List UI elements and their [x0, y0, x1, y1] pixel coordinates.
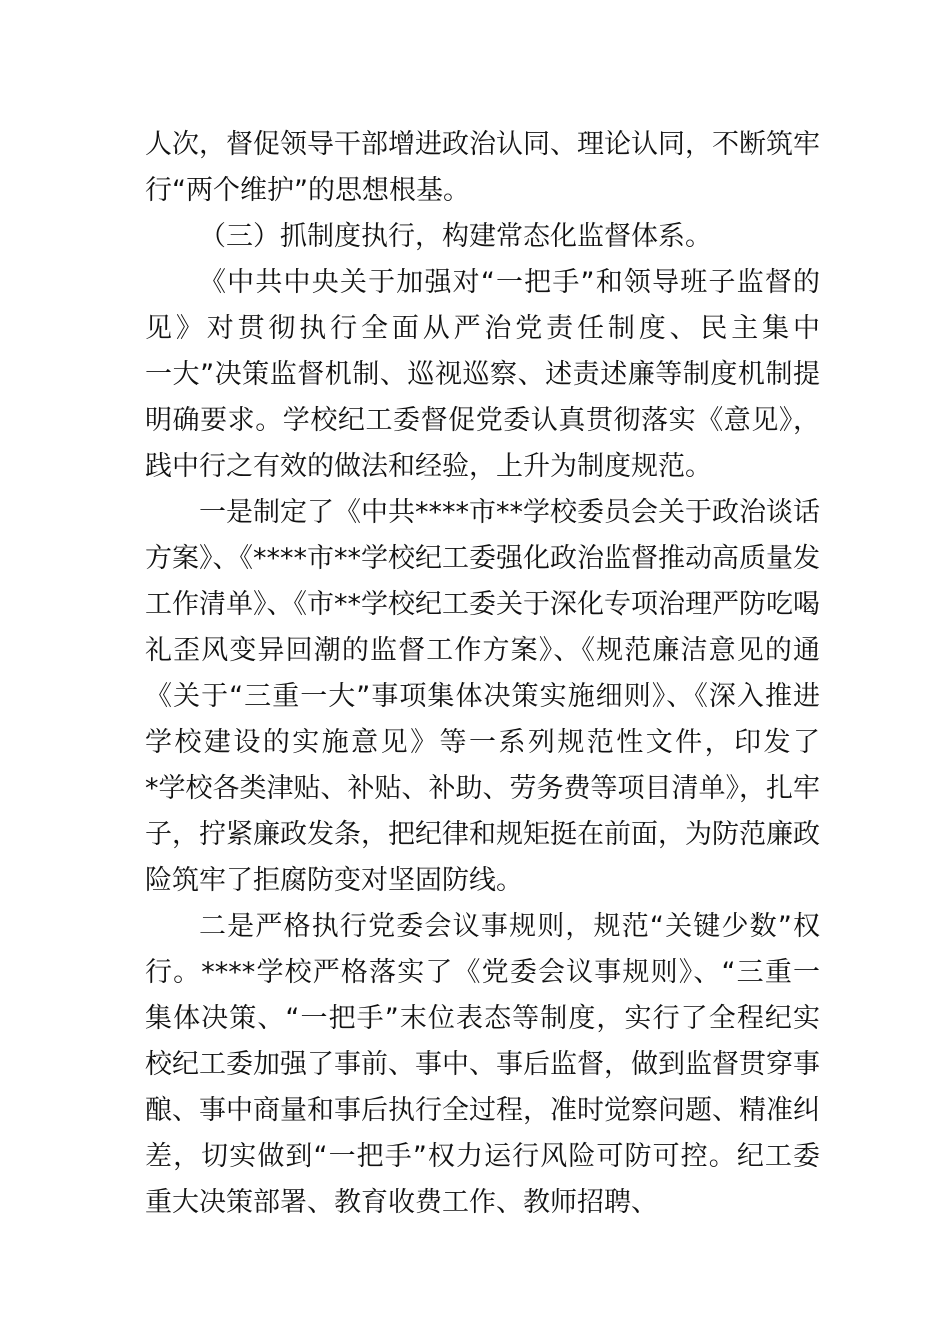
text-line: 践中行之有效的做法和经验，上升为制度规范。: [145, 451, 712, 482]
document-body: [145, 122, 820, 1226]
text-line: 校纪工委加强了事前、事中、事后监督，做到监督贯穿事: [145, 1049, 820, 1080]
text-line: （三）抓制度执行，构建常态化监督体系。: [199, 221, 712, 252]
text-line: 集体决策、“一把手”末位表态等制度，实行了全程纪实: [145, 1003, 820, 1034]
text-line: 明确要求。学校纪工委督促党委认真贯彻落实《意见》，: [145, 405, 820, 436]
text-line: 子，拧紧廉政发条，把纪律和规矩挺在前面，为防范廉政: [145, 819, 820, 850]
text-line: 学校建设的实施意见》等一系列规范性文件，印发了: [145, 727, 820, 758]
text-line: 重大决策部署、教育收费工作、教师招聘、: [145, 1187, 658, 1218]
text-line: 方案》、《****市**学校纪工委强化政治监督推动高质量发: [145, 543, 820, 574]
text-line: 见》对贯彻执行全面从严治党责任制度、民主集中: [145, 313, 820, 344]
text-line: 行。****学校严格落实了《党委会议事规则》、“三重一: [145, 957, 820, 988]
text-line: 《中共中央关于加强对“一把手”和领导班子监督的: [199, 267, 820, 298]
text-line: 礼歪风变异回潮的监督工作方案》、《规范廉洁意见的通: [145, 635, 820, 666]
text-line: 酿、事中商量和事后执行全过程，准时觉察问题、精准纠: [145, 1095, 820, 1126]
text-line: 险筑牢了拒腐防变对坚固防线。: [145, 865, 523, 896]
text-line: 二是严格执行党委会议事规则，规范“关键少数”权: [199, 911, 820, 942]
text-line: 人次，督促领导干部增进政治认同、理论认同，不断筑牢: [145, 129, 820, 160]
text-line: *学校各类津贴、补贴、补助、劳务费等项目清单》，扎牢: [145, 773, 820, 804]
text-line: 一大”决策监督机制、巡视巡察、述责述廉等制度机制提: [145, 359, 820, 390]
text-line: 《关于“三重一大”事项集体决策实施细则》、《深入推进: [145, 681, 820, 712]
text-line: 行“两个维护”的思想根基。: [145, 175, 470, 206]
text-line: 一是制定了《中共****市**学校委员会关于政治谈话: [199, 497, 820, 528]
text-line: 差，切实做到“一把手”权力运行风险可防可控。纪工委: [145, 1141, 820, 1172]
text-line: 工作清单》、《市**学校纪工委关于深化专项治理严防吃喝: [145, 589, 820, 620]
